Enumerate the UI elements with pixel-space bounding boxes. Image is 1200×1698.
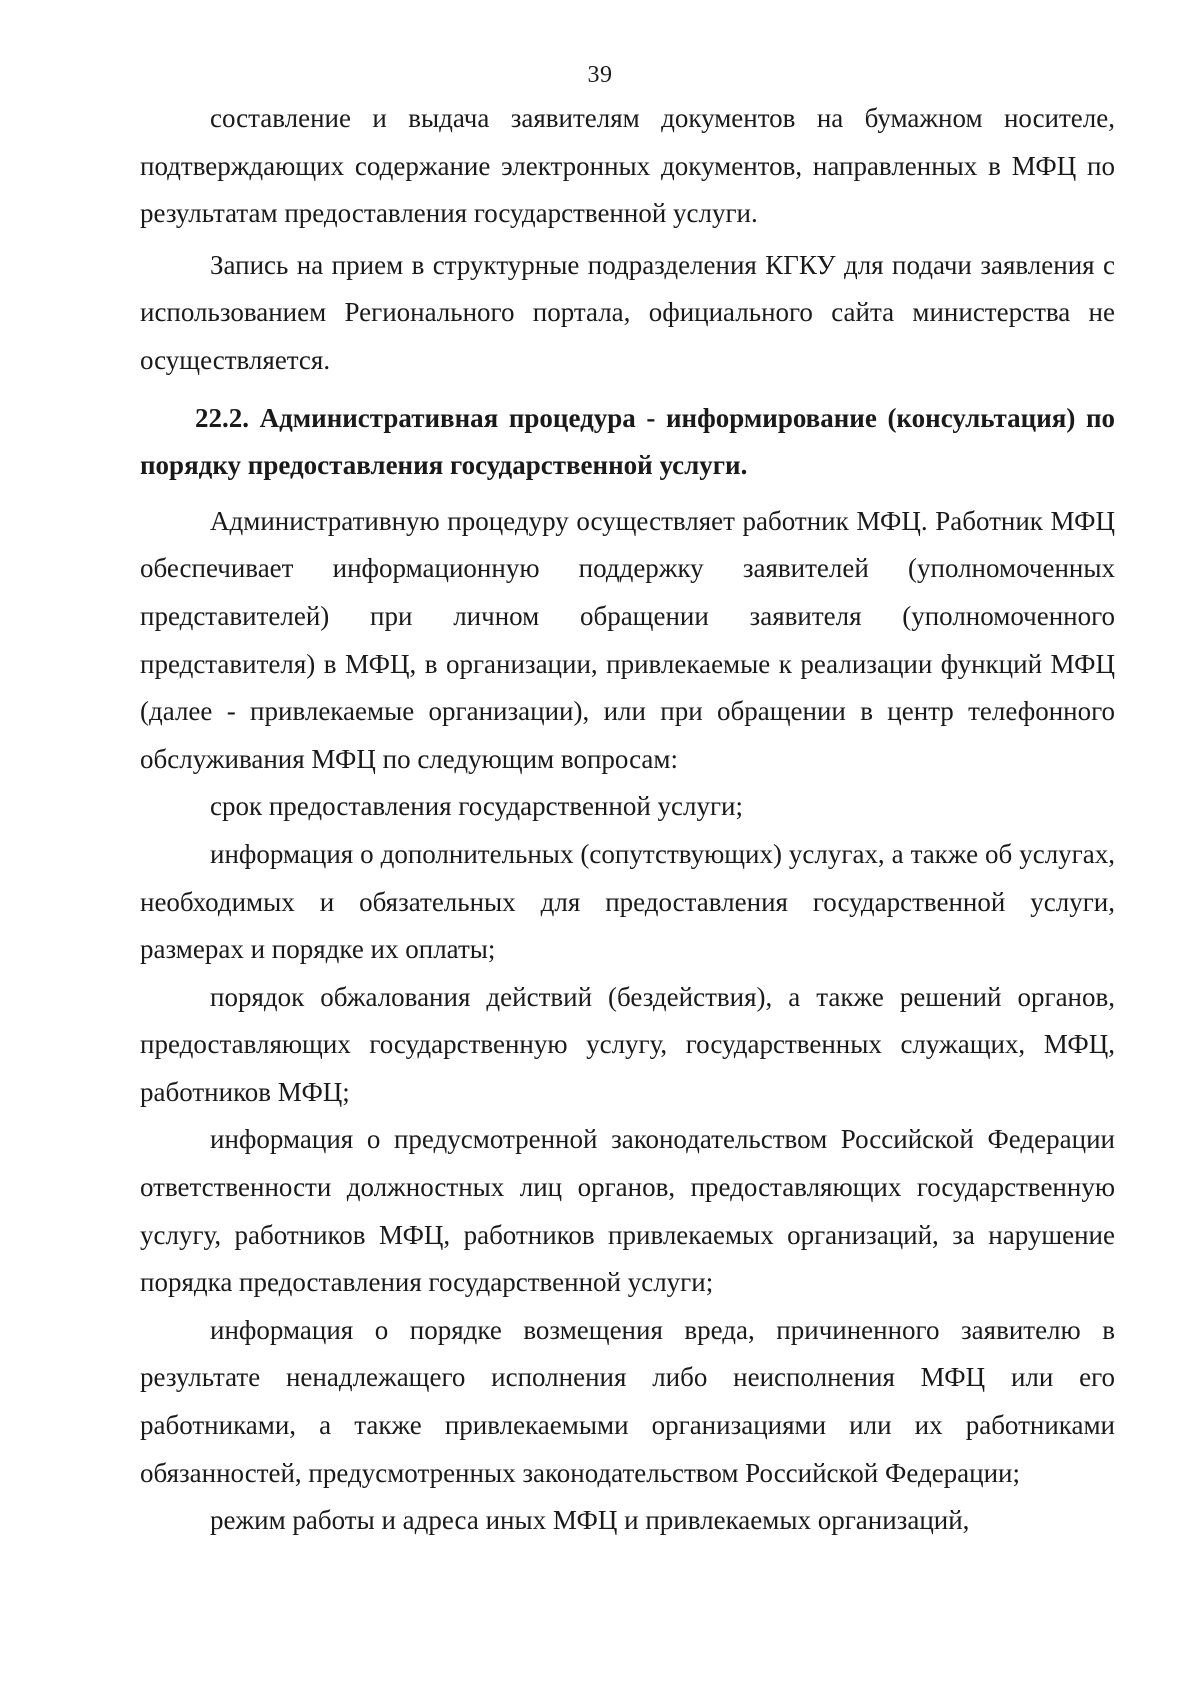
list-item-work-schedule: режим работы и адреса иных МФЦ и привлекаемых организаций, (210, 1505, 970, 1536)
paragraph-document-issuance: составление и выдача заявителям документов на бумажном носителе, подтверждающих содержание электронных документов, направленных в МФЦ по результатам предоставления государственной услуги. (140, 103, 1115, 229)
page-number: 39 (587, 62, 613, 88)
list-item-appeal-procedure: порядок обжалования действий (бездействия), а также решений органов, предоставляющих государственную услугу, государственных служащих, МФЦ, работников МФЦ; (140, 981, 1115, 1107)
section-heading-22-2: 22.2. Административная процедура - информирование (консультация) по порядку предоставления государственной услуги. (140, 402, 1115, 481)
list-item-additional-services: информация о дополнительных (сопутствующих) услугах, а также об услугах, необходимых и обязательных для предоставления государственной услуги, размерах и порядке их оплаты; (140, 838, 1115, 965)
paragraph-appointment-booking: Запись на прием в структурные подразделения КГКУ для подачи заявления с использованием Регионального портала, официального сайта министерства не осуществляется. (140, 249, 1115, 375)
document-body (140, 95, 1115, 1545)
list-item-service-term: срок предоставления государственной услуги; (210, 791, 744, 822)
list-item-damage-compensation: информация о порядке возмещения вреда, причиненного заявителю в результате ненадлежащего исполнения либо неисполнения МФЦ или его работниками, а также привлекаемыми организациями или их работниками обязанностей, предусмотренных законодательством Российской Федерации; (140, 1314, 1115, 1488)
list-item-liability-info: информация о предусмотренной законодательством Российской Федерации ответственности должностных лиц органов, предоставляющих государственную услугу, работников МФЦ, работников привлекаемых организаций, за нарушение порядка предоставления государственной услуги; (140, 1124, 1115, 1298)
paragraph-procedure-intro: Административную процедуру осуществляет работник МФЦ. Работник МФЦ обеспечивает информационную поддержку заявителей (уполномоченных представителей) при личном обращении заявителя (уполномоченного представителя) в МФЦ, в организации, привлекаемые к реализации функций МФЦ (далее - привлекаемые организации), или при обращении в центр телефонного обслуживания МФЦ по следующим вопросам: (140, 505, 1115, 774)
